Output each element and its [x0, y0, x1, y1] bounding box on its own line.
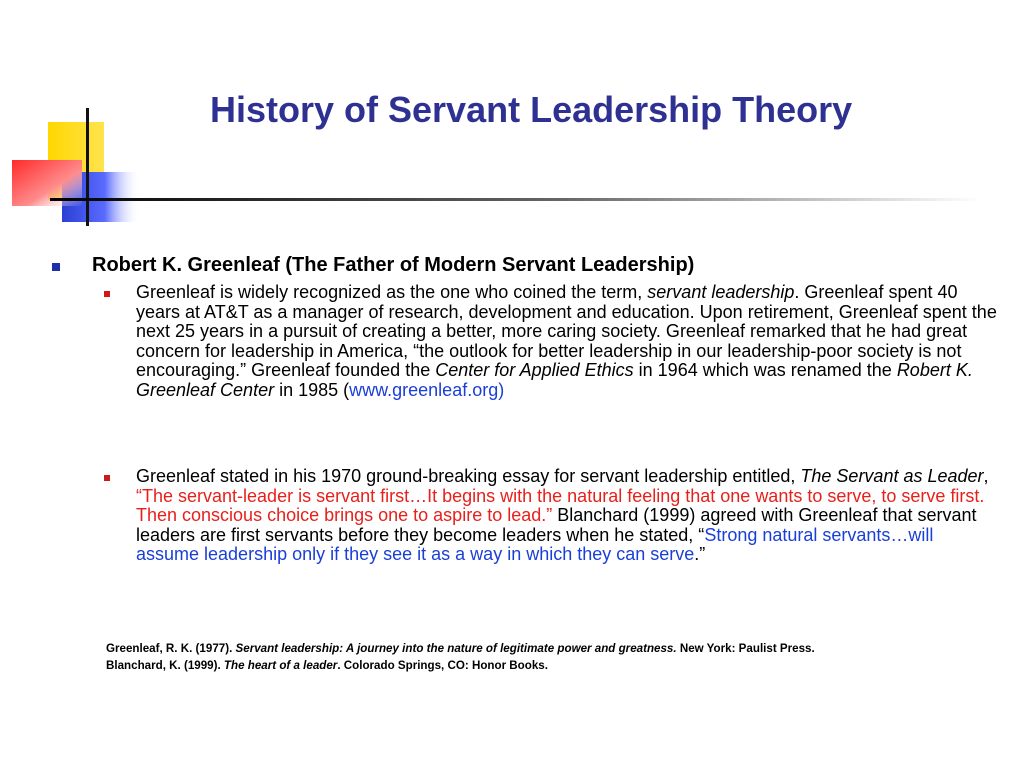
slide-title: History of Servant Leadership Theory: [210, 89, 853, 130]
main-heading: Robert K. Greenleaf (The Father of Modern Servant Leadership): [92, 254, 695, 276]
reference-item: [106, 657, 1006, 674]
p2-text: Blanchard (1999) agreed with Greenleaf that servant leaders are first servants before they become leaders when he stated, “: [136, 505, 977, 545]
ref-publisher: New York: Paulist Press.: [676, 642, 815, 655]
ref-publisher: . Colorado Springs, CO: Honor Books.: [337, 659, 548, 672]
p1-org: Robert K. Greenleaf Center: [136, 360, 973, 400]
p2-text: Greenleaf stated in his 1970 ground-breaking essay for servant leadership entitled,: [136, 466, 801, 486]
bullet-square-red-icon: [104, 291, 110, 297]
ref-title: Servant leadership: A journey into the nature of legitimate power and greatness.: [235, 642, 677, 655]
reference-item: [106, 640, 1006, 657]
p1-org: Center for Applied Ethics: [435, 360, 634, 380]
p2-text: ,: [983, 466, 989, 486]
ref-author: Blanchard, K. (1999).: [106, 659, 224, 672]
p1-text: Greenleaf is widely recognized as the one who coined the term,: [136, 282, 648, 302]
p2-text: .”: [694, 544, 706, 564]
sub-bullet-1: [104, 283, 999, 400]
p2-essay-title: The Servant as Leader: [800, 466, 984, 486]
deco-vertical-line: [86, 108, 89, 226]
paragraph-1: [136, 283, 999, 400]
sub-bullet-2: [104, 467, 999, 565]
blanchard-quote: Strong natural servants…will assume leadership only if they see it as a way in which they can serve: [136, 524, 934, 564]
ref-title: The heart of a leader: [223, 659, 338, 672]
bullet-square-red-icon: [104, 475, 110, 481]
references: [106, 640, 1006, 674]
ref-author: Greenleaf, R. K. (1977).: [106, 642, 236, 655]
deco-horizontal-line: [50, 198, 980, 201]
p1-text: . Greenleaf spent 40 years at AT&T as a manager of research, development and education. Upon retirement, Greenleaf spent the next 25 years in a pursuit of creating a better, more caring society. Greenleaf remarked that he had great concern for leadership in America, “the outlook for better leadership in our leadership-poor society is not encouraging.” Greenleaf founded the: [136, 282, 997, 380]
main-bullet: [52, 252, 992, 278]
p1-text: in 1985 (: [274, 379, 350, 400]
bullet-square-blue-icon: [52, 263, 60, 271]
p1-term: servant leadership: [647, 282, 795, 302]
paragraph-2: [136, 467, 999, 565]
p1-text: in 1964 which was renamed the: [633, 360, 897, 380]
greenleaf-quote: “The servant-leader is servant first…It begins with the natural feeling that one wants to serve, to serve first. Then conscious choice brings one to aspire to lead.”: [136, 485, 985, 525]
greenleaf-link[interactable]: www.greenleaf.org): [349, 379, 505, 400]
